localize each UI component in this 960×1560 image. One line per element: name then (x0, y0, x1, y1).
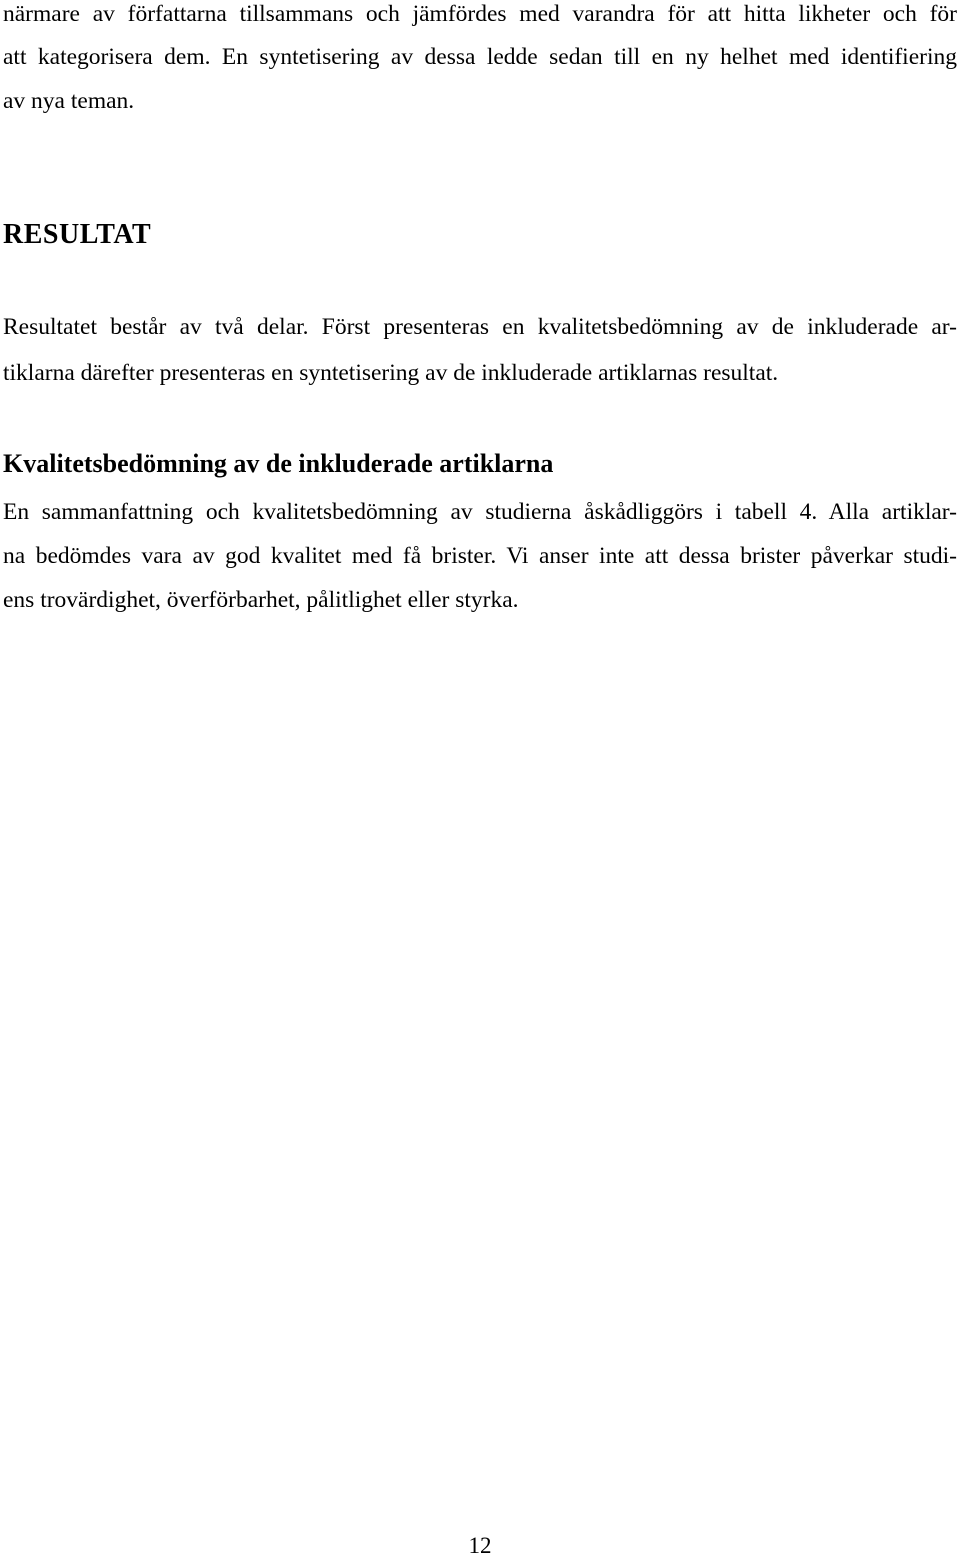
paragraph-line: na bedömdes vara av god kvalitet med få brister. Vi anser inte att dessa brister påverkar studi- (3, 543, 957, 569)
paragraph-line: Resultatet består av två delar. Först presenteras en kvalitetsbedömning av de inkluderade ar- (3, 314, 957, 340)
paragraph-line: En sammanfattning och kvalitetsbedömning av studierna åskådliggörs i tabell 4. Alla artiklar- (3, 499, 957, 525)
paragraph-line: tiklarna därefter presenteras en syntetisering av de inkluderade artiklarnas resultat. (3, 360, 779, 386)
paragraph-line: att kategorisera dem. En syntetisering av dessa ledde sedan till en ny helhet med identifiering (3, 44, 957, 70)
paragraph-line: ens trovärdighet, överförbarhet, pålitlighet eller styrka. (3, 587, 519, 613)
page-number: 12 (468, 1533, 492, 1558)
paragraph-line: närmare av författarna tillsammans och jämfördes med varandra för att hitta likheter och för (3, 1, 957, 27)
section-heading-kvalitetsbedomning: Kvalitetsbedömning av de inkluderade artiklarna (3, 449, 554, 478)
paragraph-line: av nya teman. (3, 88, 135, 114)
section-heading-resultat: RESULTAT (3, 219, 152, 250)
